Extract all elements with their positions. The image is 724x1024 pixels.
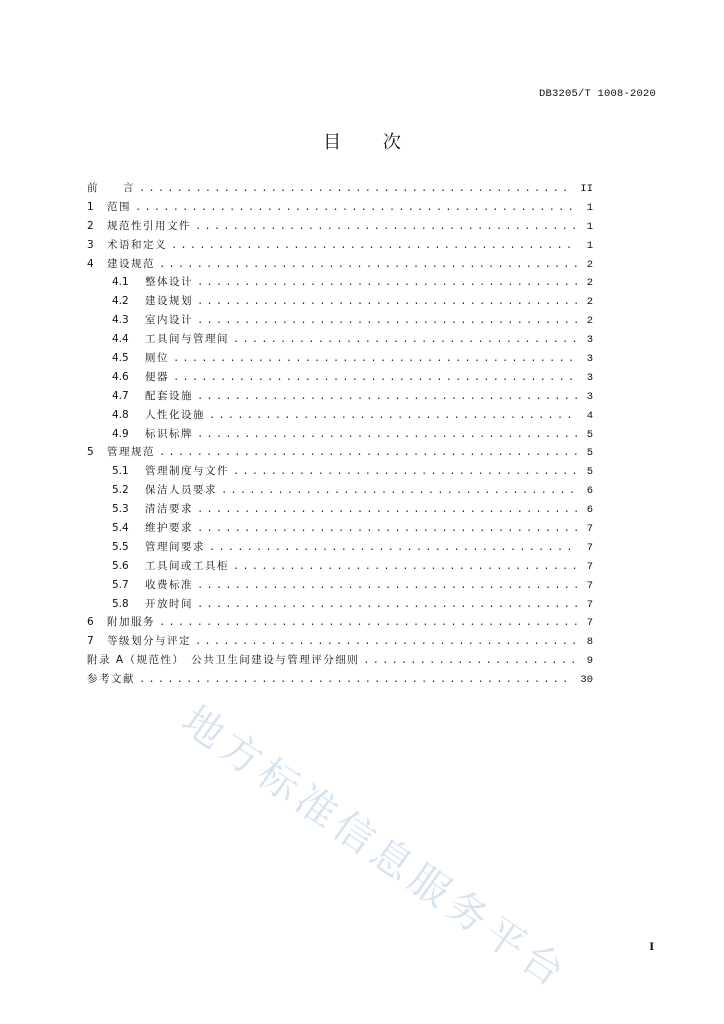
toc-entry-label: 人性化设施 <box>145 408 205 421</box>
toc-entry-label: 术语和定义 <box>107 238 167 251</box>
toc-entry[interactable] <box>87 256 593 275</box>
toc-entry-number: 5.8 <box>112 597 129 610</box>
toc-leader-dots <box>197 391 577 403</box>
toc-entry-number: 1 <box>87 200 94 213</box>
toc-leader-dots <box>135 202 577 214</box>
toc-leader-dots <box>139 674 574 686</box>
toc-leader-dots <box>197 599 577 611</box>
toc-entry[interactable] <box>87 558 593 577</box>
toc-entry-label: 标识标牌 <box>145 427 193 440</box>
toc-entry-label: 管理间要求 <box>145 540 205 553</box>
toc-entry[interactable] <box>87 350 593 369</box>
toc-entry-label: 规范性引用文件 <box>107 219 191 232</box>
toc-entry-number: 4.2 <box>112 295 129 308</box>
toc-entry-number: 4.3 <box>112 314 129 327</box>
toc-leader-dots <box>197 429 577 441</box>
toc-entry-page: 7 <box>586 617 593 630</box>
toc-entry[interactable] <box>87 407 593 426</box>
toc-entry-label: 厕位 <box>145 352 169 365</box>
toc-leader-dots <box>209 410 577 422</box>
toc-entry-page: 2 <box>586 315 593 328</box>
page-number: I <box>649 942 654 953</box>
toc-entry-number: 4.9 <box>112 427 129 440</box>
toc-entry-page: 3 <box>586 353 593 366</box>
watermark: 地方标准信息服务平台 <box>173 697 577 999</box>
toc-entry-number: 4.8 <box>112 408 129 421</box>
toc-entry-number: 4.6 <box>112 370 129 383</box>
toc-leader-dots <box>139 183 574 195</box>
toc-entry[interactable] <box>87 369 593 388</box>
toc-entry-number: 5.2 <box>112 484 129 497</box>
toc-entry-page: 1 <box>586 220 593 233</box>
toc-entry[interactable] <box>87 539 593 558</box>
toc-leader-dots <box>197 580 577 592</box>
toc-entry-label: 保洁人员要求 <box>145 484 217 497</box>
toc-entry-page: 4 <box>586 409 593 422</box>
toc-leader-dots <box>197 504 577 516</box>
toc-entry[interactable] <box>87 388 593 407</box>
toc-entry-label: 工具间与管理间 <box>145 333 229 346</box>
toc-leader-dots <box>197 523 577 535</box>
toc-entry-page: 7 <box>586 523 593 536</box>
doc-code: DB3205/T 1008-2020 <box>538 88 656 100</box>
toc-leader-dots <box>221 485 577 497</box>
toc-entry[interactable] <box>87 199 593 218</box>
toc-entry-page: 8 <box>586 636 593 649</box>
toc-entry-page: 3 <box>586 371 593 384</box>
toc-entry[interactable] <box>87 501 593 520</box>
toc-entry[interactable] <box>87 596 593 615</box>
toc-entry-label: 参考文献 <box>87 673 135 686</box>
toc-leader-dots <box>197 296 577 308</box>
toc-leader-dots <box>363 655 577 667</box>
toc-leader-dots <box>233 334 577 346</box>
toc-leader-dots <box>209 542 577 554</box>
toc-entry-page: 3 <box>586 390 593 403</box>
toc-entry-page: 5 <box>586 447 593 460</box>
toc-leader-dots <box>233 466 577 478</box>
page-title: 目 次 <box>323 132 419 153</box>
toc-entry-number: 5.4 <box>112 522 129 535</box>
toc-leader-dots <box>197 315 577 327</box>
toc-entry-number: 5.3 <box>112 503 129 516</box>
toc-entry-number: 2 <box>87 219 94 232</box>
toc-entry-label: 管理制度与文件 <box>145 465 229 478</box>
toc-entry-number: 4.5 <box>112 352 129 365</box>
toc-entry-label: 附加服务 <box>107 616 155 629</box>
toc-entry-page: II <box>580 183 593 195</box>
toc-entry-label: 维护要求 <box>145 522 193 535</box>
toc-entry[interactable] <box>87 293 593 312</box>
toc-entry[interactable] <box>87 237 593 256</box>
toc-entry[interactable] <box>87 312 593 331</box>
toc-leader-dots <box>159 259 577 271</box>
toc-entry[interactable] <box>87 180 593 199</box>
toc-entry-label: 建设规范 <box>107 257 155 270</box>
toc-entry-number: 5.5 <box>112 540 129 553</box>
toc-entry-page: 5 <box>586 428 593 441</box>
toc-entry-label: 管理规范 <box>107 446 155 459</box>
toc-entry-number: 5.6 <box>112 559 129 572</box>
toc-entry-label: 配套设施 <box>145 389 193 402</box>
toc-leader-dots <box>197 277 577 289</box>
toc-entry[interactable] <box>87 482 593 501</box>
toc-entry-number: 5.7 <box>112 578 129 591</box>
toc-leader-dots <box>159 617 577 629</box>
toc-entry-page: 1 <box>586 239 593 252</box>
toc-entry-label: 开放时间 <box>145 597 193 610</box>
toc-entry-page: 6 <box>586 485 593 498</box>
toc-entry-number: 6 <box>87 616 94 629</box>
toc-entry[interactable] <box>87 577 593 596</box>
toc-entry-number: 4.1 <box>112 276 129 289</box>
toc-entry-page: 7 <box>586 560 593 573</box>
toc-leader-dots <box>233 561 577 573</box>
toc-entry-label: 室内设计 <box>145 314 193 327</box>
toc-leader-dots <box>195 221 577 233</box>
toc-entry[interactable] <box>87 633 593 652</box>
toc-entry[interactable] <box>87 218 593 237</box>
toc-entry-page: 7 <box>586 579 593 592</box>
toc-entry-number: 5.1 <box>112 465 129 478</box>
toc-entry-number: 4.7 <box>112 389 129 402</box>
toc-entry-page: 6 <box>586 504 593 517</box>
toc-entry-label: 收费标准 <box>145 578 193 591</box>
toc-entry-page: 30 <box>580 674 593 687</box>
toc-entry[interactable] <box>87 652 593 671</box>
toc-entry-number: 7 <box>87 635 94 648</box>
toc-entry-label: 范围 <box>107 200 131 213</box>
toc-entry[interactable] <box>87 671 593 690</box>
toc-entry-page: 2 <box>586 296 593 309</box>
toc-entry-label: 等级划分与评定 <box>107 635 191 648</box>
toc-entry-number: 4.4 <box>112 333 129 346</box>
toc-entry-number: 5 <box>87 446 94 459</box>
toc-entry-page: 7 <box>586 541 593 554</box>
toc-leader-dots <box>171 240 577 252</box>
toc-entry-number: 3 <box>87 238 94 251</box>
toc-entry-label: 工具间或工具柜 <box>145 559 229 572</box>
toc-leader-dots <box>159 447 577 459</box>
toc-entry-label: 附录 A（规范性） 公共卫生间建设与管理评分细则 <box>87 654 360 667</box>
toc-entry-page: 1 <box>586 201 593 214</box>
toc-entry[interactable] <box>87 444 593 463</box>
toc-entry-label: 前 言 <box>87 182 135 194</box>
toc-entry-label: 整体设计 <box>145 276 193 289</box>
toc-entry-number: 4 <box>87 257 94 270</box>
toc-entry[interactable] <box>87 331 593 350</box>
toc-entry[interactable] <box>87 463 593 482</box>
toc-leader-dots <box>195 636 577 648</box>
toc-entry[interactable] <box>87 274 593 293</box>
toc-leader-dots <box>173 372 577 384</box>
toc-entry-page: 2 <box>586 258 593 271</box>
toc-entry-label: 建设规划 <box>145 295 193 308</box>
toc-leader-dots <box>173 353 577 365</box>
toc-entry[interactable] <box>87 614 593 633</box>
toc-entry-page: 2 <box>586 277 593 290</box>
toc-entry-label: 清洁要求 <box>145 503 193 516</box>
toc-entry-page: 9 <box>586 655 593 668</box>
toc-entry[interactable] <box>87 426 593 445</box>
toc-entry-page: 5 <box>586 466 593 479</box>
toc-entry[interactable] <box>87 520 593 539</box>
toc-entry-page: 7 <box>586 598 593 611</box>
table-of-contents <box>87 180 593 690</box>
toc-entry-page: 3 <box>586 334 593 347</box>
toc-entry-label: 便器 <box>145 370 169 383</box>
